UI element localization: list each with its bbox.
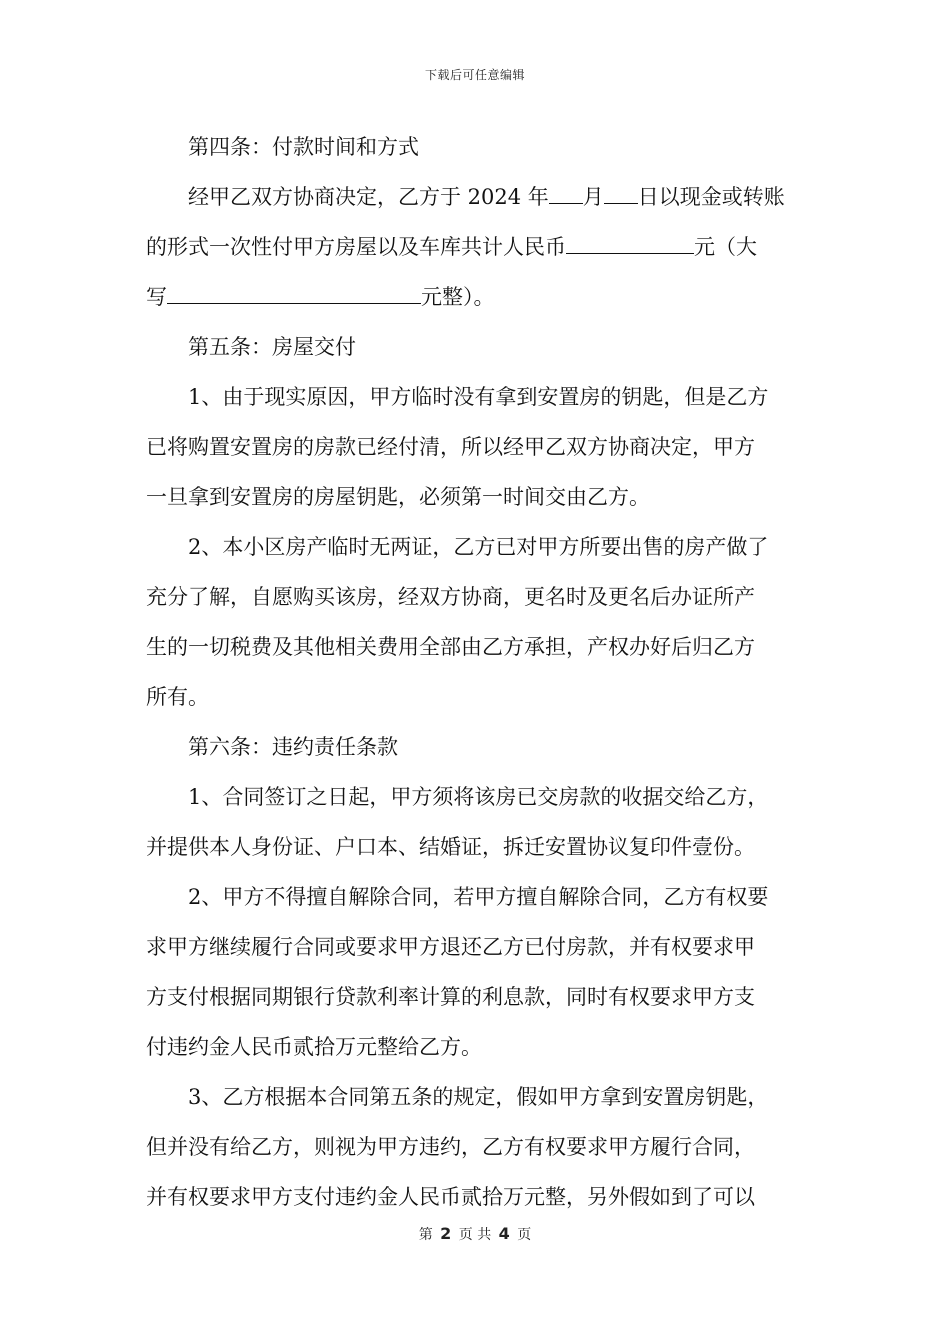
page-header: 下载后可任意编辑 xyxy=(424,68,525,82)
article-4-text: 元整）。 xyxy=(421,285,495,309)
article-6-title: 第六条：违约责任条款 xyxy=(188,735,398,759)
footer-text: 页 xyxy=(517,1227,532,1243)
paragraph-line: 2、本小区房产临时无两证，乙方已对甲方所要出售的房产做了 xyxy=(188,535,769,559)
current-page-number: 2 xyxy=(440,1224,452,1243)
footer-text: 第 xyxy=(418,1227,433,1243)
paragraph-line: 1、合同签订之日起，甲方须将该房已交房款的收据交给乙方， xyxy=(188,785,769,809)
day-blank xyxy=(604,185,638,204)
paragraph-line: 2、甲方不得擅自解除合同，若甲方擅自解除合同，乙方有权要 xyxy=(188,885,769,909)
month-blank xyxy=(549,185,583,204)
paragraph-line: 方支付根据同期银行贷款利率计算的利息款，同时有权要求甲方支 xyxy=(146,985,755,1009)
amount-blank xyxy=(566,235,694,254)
footer-text: 页 共 xyxy=(458,1227,492,1243)
article-4-text: 的形式一次性付甲方房屋以及车库共计人民币 xyxy=(146,235,566,259)
article-4-text: 写 xyxy=(146,285,167,309)
total-page-number: 4 xyxy=(498,1224,510,1243)
paragraph-line: 一旦拿到安置房的房屋钥匙，必须第一时间交由乙方。 xyxy=(146,485,650,509)
paragraph-line: 求甲方继续履行合同或要求甲方退还乙方已付房款，并有权要求甲 xyxy=(146,935,755,959)
article-4-text: 日以现金或转账 xyxy=(637,185,785,209)
paragraph-line: 充分了解，自愿购买该房，经双方协商，更名时及更名后办证所产 xyxy=(146,585,755,609)
article-4-text: 月 xyxy=(582,185,604,209)
article-4-line-3 xyxy=(146,272,808,322)
article-4-line-1 xyxy=(146,172,808,222)
paragraph-line: 1、由于现实原因，甲方临时没有拿到安置房的钥匙，但是乙方 xyxy=(188,385,769,409)
amount-uppercase-blank xyxy=(167,285,421,304)
document-body xyxy=(146,122,808,1222)
paragraph-line: 但并没有给乙方，则视为甲方违约，乙方有权要求甲方履行合同， xyxy=(146,1135,755,1159)
paragraph-line: 3、乙方根据本合同第五条的规定，假如甲方拿到安置房钥匙， xyxy=(188,1085,769,1109)
paragraph-line: 所有。 xyxy=(146,685,209,709)
paragraph-line: 已将购置安置房的房款已经付清，所以经甲乙双方协商决定，甲方 xyxy=(146,435,755,459)
article-4-title: 第四条：付款时间和方式 xyxy=(188,135,419,159)
article-4-text: 元（大 xyxy=(694,235,757,259)
paragraph-line: 并提供本人身份证、户口本、结婚证，拆迁安置协议复印件壹份。 xyxy=(146,835,755,859)
paragraph-line: 付违约金人民币贰拾万元整给乙方。 xyxy=(146,1035,482,1059)
article-4-line-2 xyxy=(146,222,808,272)
page-footer xyxy=(0,1224,950,1244)
paragraph-line: 生的一切税费及其他相关费用全部由乙方承担，产权办好后归乙方 xyxy=(146,635,755,659)
paragraph-line: 并有权要求甲方支付违约金人民币贰拾万元整，另外假如到了可以 xyxy=(146,1185,755,1209)
article-4-text: 经甲乙双方协商决定，乙方于 2024 年 xyxy=(188,185,549,209)
article-5-title: 第五条：房屋交付 xyxy=(188,335,356,359)
